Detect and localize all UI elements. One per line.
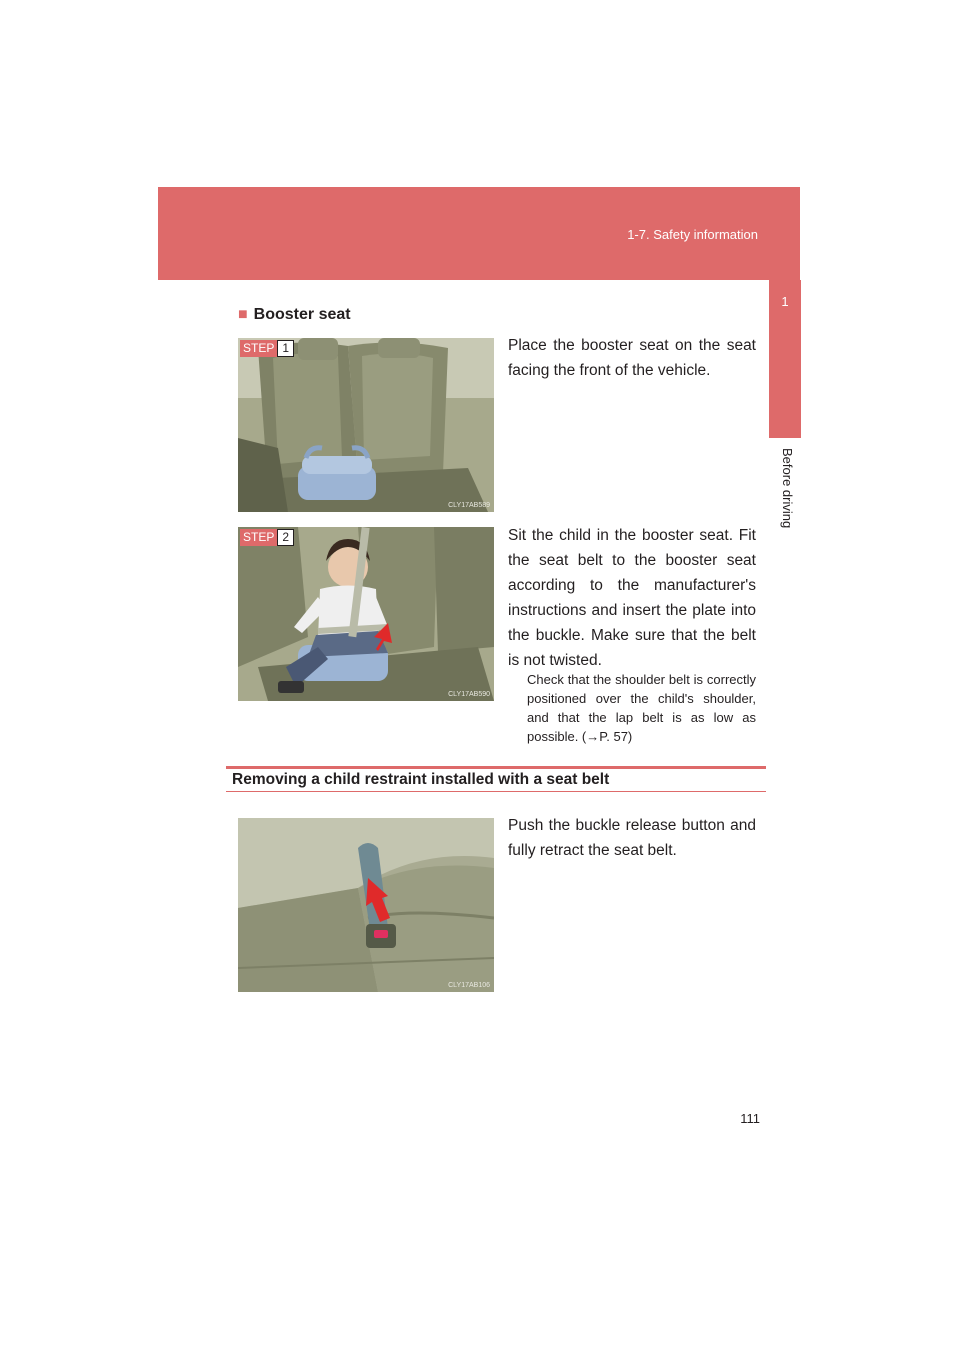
chapter-label: Before driving <box>780 448 795 529</box>
figure-buckle-release <box>238 818 494 992</box>
step-1-label: STEP <box>240 340 277 357</box>
rear-seat-illustration <box>238 338 494 512</box>
step-2-badge <box>240 529 294 546</box>
step-2-label: STEP <box>240 529 277 546</box>
chapter-tab <box>769 280 801 438</box>
step-1-text: Place the booster seat on the seat facing the front of the vehicle. <box>508 337 756 379</box>
figure-3-code: CLY17AB106 <box>448 982 490 989</box>
child-booster-illustration <box>238 527 494 701</box>
chapter-number: 1 <box>781 294 789 309</box>
step-2-number: 2 <box>277 529 294 546</box>
booster-seat-heading <box>238 306 351 324</box>
removing-heading: Removing a child restraint installed with a seat belt <box>226 766 766 792</box>
figure-1-code: CLY17AB589 <box>448 502 490 509</box>
figure-child-in-booster <box>238 527 494 701</box>
page-number: 111 <box>740 1111 760 1126</box>
section-title: 1-7. Safety information <box>627 227 758 242</box>
removing-text: Push the buckle release button and fully retract the seat belt. <box>508 817 756 859</box>
step-2-text: Sit the child in the booster seat. Fit the seat belt to the booster seat according to the manufacturer's instructions and insert the plate into the buckle. Make sure that the belt is not twisted. <box>508 527 756 669</box>
square-bullet-icon: ■ <box>238 306 248 323</box>
figure-booster-seat <box>238 338 494 512</box>
booster-heading-text: Booster seat <box>253 306 351 323</box>
step-2-note: Check that the shoulder belt is correctly positioned over the child's shoulder, and that the lap belt is as low as possible. (→P. 57) <box>527 672 756 744</box>
buckle-illustration <box>238 818 494 992</box>
figure-2-code: CLY17AB590 <box>448 691 490 698</box>
step-1-badge <box>240 340 294 357</box>
step-1-number: 1 <box>277 340 294 357</box>
header-band <box>158 187 800 280</box>
